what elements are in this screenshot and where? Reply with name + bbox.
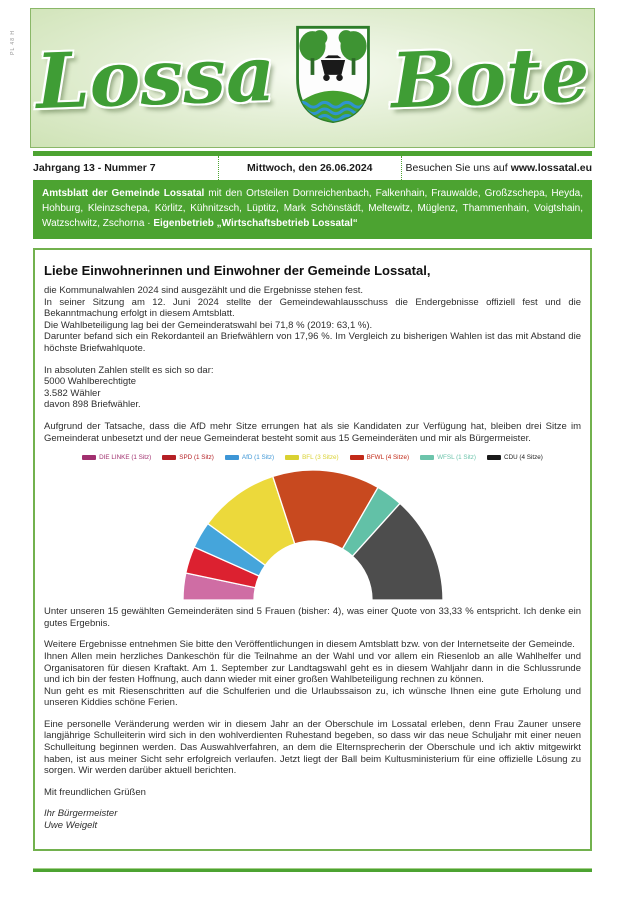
- text-line: Aufgrund der Tatsache, dass die AfD mehr Sitze errungen hat als sie Kandidaten zur Verfügung hat, bleiben drei Sitze im Gemeinderat unbesetzt und der neue Gemeinderat besteht somit aus 15 Gemeinderäten und mir als Bürgermeister.: [44, 420, 581, 444]
- masthead: [30, 8, 595, 148]
- legend-label-die-linke: DIE LINKE (1 Sitz): [99, 454, 152, 462]
- text-line: davon 898 Briefwähler.: [44, 399, 141, 411]
- issue-info-row: [33, 156, 592, 180]
- legend-item-die-linke: [82, 454, 151, 461]
- website-note: [402, 156, 593, 180]
- amtsblatt-title: Amtsblatt der Gemeinde Lossatal: [42, 188, 205, 199]
- amtsblatt-banner: [33, 180, 592, 239]
- signature-block: [44, 808, 581, 831]
- amtsblatt-eigenbetrieb: Eigenbetrieb „Wirtschaftsbetrieb Lossatal“: [153, 217, 358, 229]
- amtsblatt-districts: mit den Ortsteilen Dornreichenbach, Falkenhain, Frauwalde, Großzschepa, Heyda, Hohburg, Kleinzschepa, Körlitz, Kühnitzsch, Lüptitz, Mark Schönstädt, Meltewitz, Müglenz, Thammenhain, Voigtshain, Watzschwitz, Zschorna ·: [42, 188, 583, 229]
- text-line: 3.582 Wähler: [44, 387, 101, 399]
- intro-block: [44, 285, 581, 355]
- legend-item-bfwl: [350, 454, 409, 461]
- school-paragraph: [44, 719, 581, 777]
- website-url: www.lossatal.eu: [510, 162, 592, 174]
- text-line: Ihnen Allen mein herzliches Dankeschön für die Teilnahme an der Wahl und vor allem ein Riesenlob an alle Wahlhelfer und Organisatoren für diesen Kraftakt. Am 1. September zur Landtagswahl geht es in diesem Wahljahr dann in die Schlussrunde und ich bin der festen Hoffnung, auch dann wieder mit einer großen Wahlbeteiligung rechnen zu können.: [44, 650, 581, 686]
- publication-date: Mittwoch, den 26.06.2024: [218, 156, 401, 180]
- legend-swatch-spd: [162, 455, 176, 460]
- legend-label-wfsl: WFSL (1 Sitz): [437, 454, 477, 462]
- mayor-letter-box: [33, 248, 592, 851]
- issue-number: Jahrgang 13 - Nummer 7: [33, 162, 156, 174]
- women-paragraph: [44, 606, 581, 629]
- text-line: Die Wahlbeteiligung lag bei der Gemeinderatswahl bei 71,8 % (2019: 63,1 %).: [44, 319, 373, 331]
- legend-label-bfl: BFL (3 Sitze): [302, 454, 339, 462]
- legend-item-afd: [225, 454, 274, 461]
- masthead-title-left: Lossa: [34, 28, 277, 127]
- outlook-block: [44, 639, 581, 709]
- website-note-prefix: Besuchen Sie uns auf: [405, 162, 508, 174]
- legend-item-wfsl: [420, 454, 476, 461]
- legend-item-bfl: [285, 454, 339, 461]
- bottom-rule: [33, 868, 592, 872]
- text-line: Weitere Ergebnisse entnehmen Sie bitte den Veröffentlichungen in diesem Amtsblatt bzw. von der Internetseite der Gemeinde.: [44, 639, 575, 651]
- text-line: Uwe Weigelt: [44, 820, 98, 832]
- legend-label-afd: AfD (1 Sitz): [241, 454, 275, 462]
- masthead-title-right: Bote: [389, 29, 591, 126]
- legend-swatch-cdu: [487, 455, 501, 460]
- afd-paragraph: [44, 421, 581, 444]
- lossatal-coat-of-arms-icon: [291, 22, 375, 126]
- text-line: Unter unseren 15 gewählten Gemeinderäten sind 5 Frauen (bisher: 4), was einer Quote von 33,33 % entspricht. Ich denke ein gutes Ergebnis.: [44, 606, 581, 629]
- numbers-block: [44, 365, 581, 411]
- print-code: PL 48 H: [10, 30, 16, 55]
- legend-label-spd: SPD (1 Sitz): [179, 454, 214, 462]
- text-line: Eine personelle Veränderung werden wir in diesem Jahr an der Oberschule im Lossatal erleben, denn Frau Zauner unsere langjährige Schulleiterin wird sich in den wohlverdienten Ruhestand begeben, so dass wir das neue Schuljahr mit einer neuen Schulleitung beginnen werden. Das Auswahlverfahren, an dem die Elternsprecherin der Oberschule und ich aktiv mitgewirkt haben, ist aus meiner Sicht sehr erfolgreich verlaufen. Jetzt liegt der Ball beim Kultusministerium für eine offizielle Lösung zu sorgen. Wir werden darüber aktuell berichten.: [44, 718, 581, 777]
- text-line: Darunter befand sich ein Rekordanteil an Briefwählern von 17,96 %. Im Vergleich zu bisherigen Wahlen ist das mit Abstand die höchste Briefwahlquote.: [44, 331, 581, 354]
- chart-legend: [44, 454, 581, 461]
- text-line: die Kommunalwahlen 2024 sind ausgezählt und die Ergebnisse stehen fest.: [44, 285, 363, 296]
- legend-label-bfwl: BFWL (4 Sitze): [366, 454, 410, 462]
- legend-swatch-bfwl: [350, 455, 364, 460]
- seat-distribution-chart: [44, 454, 581, 602]
- letter-salutation: Liebe Einwohnerinnen und Einwohner der Gemeinde Lossatal,: [44, 263, 431, 278]
- text-line: 5000 Wahlberechtigte: [44, 376, 137, 388]
- legend-item-spd: [162, 454, 214, 461]
- legend-item-cdu: [487, 454, 543, 461]
- text-line: Nun geht es mit Riesenschritten auf die Schulferien und die Urlaubssaison zu, ich wünsche Ihnen eine gute Erholung und unseren Kiddies schöne Ferien.: [44, 685, 581, 709]
- closing-line: Mit freundlichen Grüßen: [44, 786, 146, 798]
- text-line: Ihr Bürgermeister: [44, 808, 118, 820]
- legend-swatch-wfsl: [420, 455, 434, 460]
- legend-swatch-die-linke: [82, 455, 96, 460]
- legend-swatch-afd: [225, 455, 239, 460]
- text-line: In absoluten Zahlen stellt es sich so dar:: [44, 364, 214, 376]
- donut-chart: [173, 466, 453, 602]
- text-line: In seiner Sitzung am 12. Juni 2024 stellte der Gemeindewahlausschuss die Endergebnisse offiziell fest und die Bekanntmachung erfolgt in diesem Amtsblatt.: [44, 296, 581, 320]
- legend-label-cdu: CDU (4 Sitze): [504, 454, 543, 462]
- legend-swatch-bfl: [285, 455, 299, 460]
